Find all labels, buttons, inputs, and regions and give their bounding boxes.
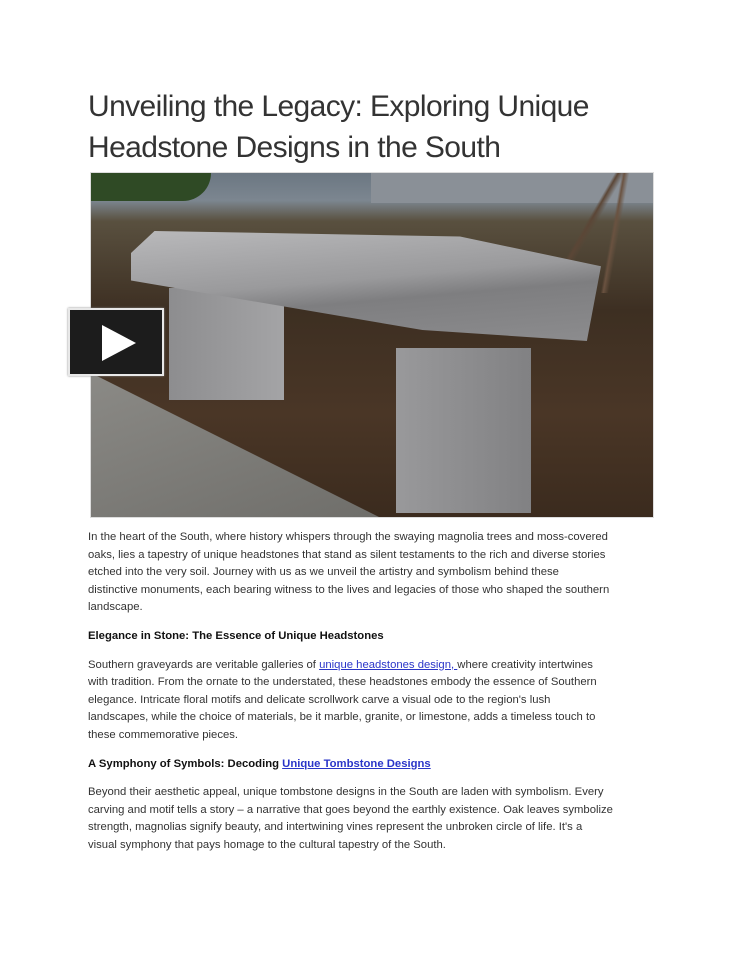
text-line: these commemorative pieces. [88, 728, 239, 741]
title-line: Headstone Designs in the South [88, 131, 501, 164]
text-line: carving and motif tells a story – a narrative that goes beyond the earthly existence. Oak leaves symbolize [88, 803, 613, 816]
text: Southern graveyards are veritable galleries of [88, 658, 320, 671]
granite-bench-image [90, 172, 654, 518]
text-line: with tradition. From the ornate to the understated, these headstones embody the essence of Southern [88, 676, 597, 689]
page-title [88, 86, 688, 168]
play-icon [100, 323, 138, 363]
bench-leg [169, 288, 284, 400]
video-play-button[interactable] [68, 308, 164, 376]
text-line: strength, magnolias signify beauty, and intertwining vines represent the unbroken circle of life. It's a [88, 821, 583, 834]
text-line: landscapes, while the choice of materials, be it marble, granite, or limestone, adds a timeless touch to [88, 711, 596, 724]
title-line: Unveiling the Legacy: Exploring Unique [88, 90, 589, 123]
article-body [88, 529, 658, 866]
text: where creativity intertwines [457, 658, 593, 671]
text-line [88, 657, 658, 675]
bench-leg [396, 348, 531, 513]
text-line: etched into the very soil. Journey with us as we unveil the artistry and symbolism behind these [88, 566, 559, 579]
elegance-paragraph [88, 657, 658, 745]
heading-text: A Symphony of Symbols: Decoding [88, 757, 283, 770]
text-line: distinctive monuments, each bearing witness to the lives and legacies of those who shaped the southern [88, 583, 610, 596]
section-heading-symbols [88, 756, 658, 774]
unique-headstones-design-link[interactable]: unique headstones design, [319, 658, 458, 671]
text-line: landscape. [88, 601, 143, 614]
symbols-paragraph [88, 784, 658, 854]
text-line: elegance. Intricate floral motifs and delicate scrollwork carve a visual ode to the region's lush [88, 693, 551, 706]
text-line: In the heart of the South, where history whispers through the swaying magnolia trees and moss-covered [88, 531, 608, 543]
intro-paragraph [88, 529, 658, 617]
text-line: oaks, lies a tapestry of unique headstones that stand as silent testaments to the rich and diverse stories [88, 548, 606, 561]
text-line: visual symphony that pays homage to the cultural tapestry of the South. [88, 838, 446, 851]
hedge [91, 173, 211, 201]
section-heading-elegance: Elegance in Stone: The Essence of Unique Headstones [88, 629, 384, 642]
unique-tombstone-designs-link[interactable]: Unique Tombstone Designs [282, 757, 431, 770]
text-line: Beyond their aesthetic appeal, unique tombstone designs in the South are laden with symbolism. Every [88, 786, 604, 799]
